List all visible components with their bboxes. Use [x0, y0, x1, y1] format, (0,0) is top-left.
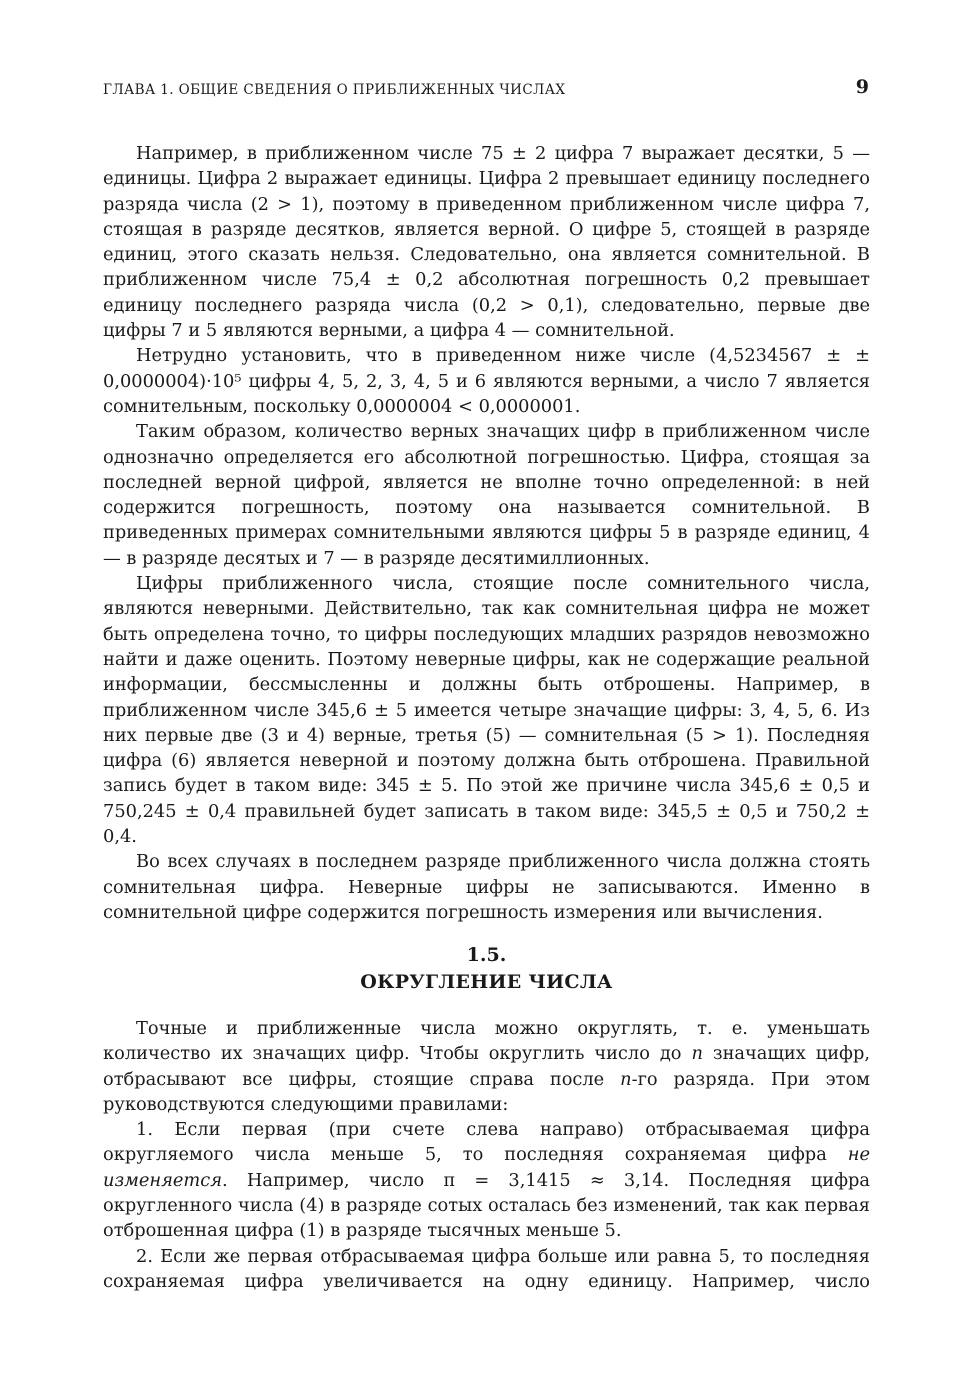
- paragraph: Цифры приближенного числа, стоящие после сомнительного числа, являются неверными. Действительно, так как сомнительная цифра не может быть определена точно, то цифры последующих младших разрядов невозможно найти и даже оценить. Поэтому неверные цифры, как не содержащие реальной информации, бессмысленны и должны быть отброшены. Например, в приближенном числе 345,6 ± 5 имеется четыре значащие цифры: 3, 4, 5, 6. Из них первые две (3 и 4) верные, третья (5) — сомнительная (5 > 1). Последняя цифра (6) является неверной и поэтому должна быть отброшена. Правильной запись будет в таком виде: 345 ± 5. По этой же причине числа 345,6 ± 0,5 и 750,245 ± 0,4 правильней будет записать в таком виде: 345,5 ± 0,5 и 750,2 ± 0,4.: [103, 573, 870, 848]
- text-run: -го разряда. При этом руководствуются следующими правилами:: [103, 1068, 870, 1115]
- emphasis: не изменяется: [103, 1144, 870, 1191]
- paragraph: Таким образом, количество верных значащих цифр в приближенном числе однозначно определяется его абсолютной погрешностью. Цифра, стоящая за последней верной цифрой, является не вполне точно определенной: в ней содержится погрешность, поэтому она называется сомнительной. В приведенных примерах сомнительными являются цифры 5 в разряде единиц, 4 — в разряде десятых и 7 — в разряде десятимиллионных.: [103, 421, 870, 569]
- variable-n: n: [691, 1043, 703, 1065]
- paragraph: Нетрудно установить, что в приведенном ниже числе (4,5234567 ± ± 0,0000004)·10⁵ цифры 4, 5, 2, 3, 4, 5 и 6 являются верными, а число 7 является сомнительным, поскольку 0,0000004 < 0,0000001.: [103, 345, 870, 417]
- paragraph-intro: [103, 1016, 870, 1117]
- section-body: [103, 1016, 870, 1294]
- text-run: значащих цифр, отбрасывают все цифры, стоящие справа после: [103, 1043, 870, 1090]
- paragraph: Во всех случаях в последнем разряде приближенного числа должна стоять сомнительная цифра. Неверные цифры не записываются. Именно в сомнительной цифре содержится погрешность измерения или вычисления.: [103, 851, 870, 923]
- section-number: 1.5.: [466, 944, 507, 966]
- body-text: [103, 141, 870, 925]
- text-run: . Например, число π = 3,1415 ≈ 3,14. Последняя цифра округленного числа (4) в разряде сотых осталась без изменений, так как первая отброшенная цифра (1) в разряде тысячных меньше 5.: [103, 1169, 870, 1242]
- text-run: 1. Если первая (при счете слева направо) отбрасываемая цифра округляемого числа меньше 5, то последняя сохраняемая цифра: [103, 1119, 870, 1166]
- running-head: ГЛАВА 1. ОБЩИЕ СВЕДЕНИЯ О ПРИБЛИЖЕННЫХ ЧИСЛАХ: [103, 82, 566, 98]
- rule-1: [103, 1117, 870, 1243]
- variable-n: n: [620, 1068, 632, 1090]
- rule-2: 2. Если же первая отбрасываемая цифра больше или равна 5, то последняя сохраняемая цифра увеличивается на одну единицу. Например, число: [103, 1245, 870, 1292]
- paragraph: Например, в приближенном числе 75 ± 2 цифра 7 выражает десятки, 5 — единицы. Цифра 2 выражает единицы. Цифра 2 превышает единицу последнего разряда числа (2 > 1), поэтому в приведенном приближенном числе цифра 7, стоящая в разряде десятков, является верной. О цифре 5, стоящей в разряде единиц, этого сказать нельзя. Следовательно, она является сомнительной. В приближенном числе 75,4 ± 0,2 абсолютная погрешность 0,2 превышает единицу последнего разряда числа (0,2 > 0,1), следовательно, первые две цифры 7 и 5 являются верными, а цифра 4 — сомнительной.: [103, 143, 870, 342]
- text-run: Точные и приближенные числа можно округлять, т. е. уменьшать количество их значащих цифр. Чтобы округлить число до: [103, 1018, 870, 1065]
- page-number: 9: [855, 76, 869, 98]
- section-title: ОКРУГЛЕНИЕ ЧИСЛА: [360, 971, 613, 993]
